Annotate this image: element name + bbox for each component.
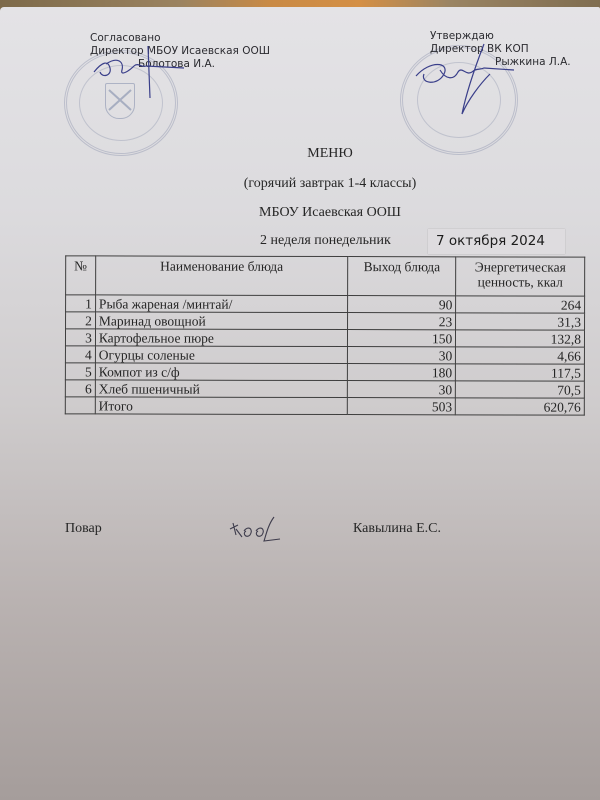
row-number: 6 — [65, 380, 95, 397]
row-number: 4 — [65, 346, 95, 363]
date-label: 7 октября 2024 — [428, 229, 565, 254]
table-row — [65, 380, 584, 398]
table-header-row — [66, 256, 585, 296]
row-dish-name: Компот из с/ф — [95, 363, 347, 381]
approval-heading: Согласовано — [90, 32, 161, 44]
row-energy: 4,66 — [456, 347, 585, 364]
header-energy — [456, 257, 585, 296]
approval-position: Директор МБОУ Исаевская ООШ — [90, 45, 270, 57]
director-signature-right — [410, 40, 520, 120]
cook-signature — [228, 515, 288, 545]
approval-position: Директор ВК КОП — [430, 43, 529, 55]
school-name: МБОУ Исаевская ООШ — [259, 205, 401, 220]
week-day: 2 неделя понедельник — [260, 233, 391, 248]
total-yield: 503 — [347, 398, 455, 415]
table-total-row — [65, 397, 584, 415]
table-row — [65, 329, 584, 347]
cook-label: Повар — [65, 521, 102, 536]
row-energy: 117,5 — [456, 364, 585, 381]
table-row — [66, 312, 585, 330]
header-energy-line2: ценность, ккал — [477, 274, 563, 290]
header-number: № — [66, 256, 96, 295]
table-row — [65, 346, 584, 364]
page-title: МЕНЮ — [307, 146, 353, 161]
row-energy: 70,5 — [456, 381, 585, 398]
row-dish-name: Картофельное пюре — [95, 329, 347, 347]
row-yield: 90 — [348, 296, 456, 313]
menu-table — [65, 255, 585, 415]
header-dish-name: Наименование блюда — [95, 256, 347, 296]
total-number-cell — [65, 397, 95, 414]
row-energy: 31,3 — [456, 313, 585, 330]
row-number: 3 — [65, 329, 95, 346]
header-energy-line1: Энергетическая — [474, 259, 566, 275]
row-number: 5 — [65, 363, 95, 380]
director-signature-left — [88, 42, 198, 102]
row-dish-name: Хлеб пшеничный — [95, 380, 347, 398]
row-energy: 264 — [456, 296, 585, 313]
row-number: 2 — [66, 312, 96, 329]
total-label: Итого — [95, 397, 347, 415]
row-dish-name: Маринад овощной — [95, 312, 347, 330]
row-dish-name: Рыба жареная /минтай/ — [95, 295, 347, 313]
row-yield: 30 — [348, 347, 456, 364]
approval-heading: Утверждаю — [430, 30, 494, 42]
meal-subtitle: (горячий завтрак 1-4 классы) — [243, 176, 417, 191]
approval-name: Рыжкина Л.А. — [495, 56, 571, 68]
row-energy: 132,8 — [456, 330, 585, 347]
row-number: 1 — [66, 295, 96, 312]
row-dish-name: Огурцы соленые — [95, 346, 347, 364]
header-yield: Выход блюда — [348, 257, 456, 296]
row-yield: 23 — [348, 313, 456, 330]
table-row — [66, 295, 585, 313]
row-yield: 150 — [348, 330, 456, 347]
total-energy: 620,76 — [456, 398, 585, 415]
table-row — [65, 363, 584, 381]
row-yield: 180 — [348, 364, 456, 381]
approval-name: Болотова И.А. — [138, 58, 215, 70]
row-yield: 30 — [347, 381, 455, 398]
cook-name: Кавылина Е.С. — [353, 521, 441, 536]
